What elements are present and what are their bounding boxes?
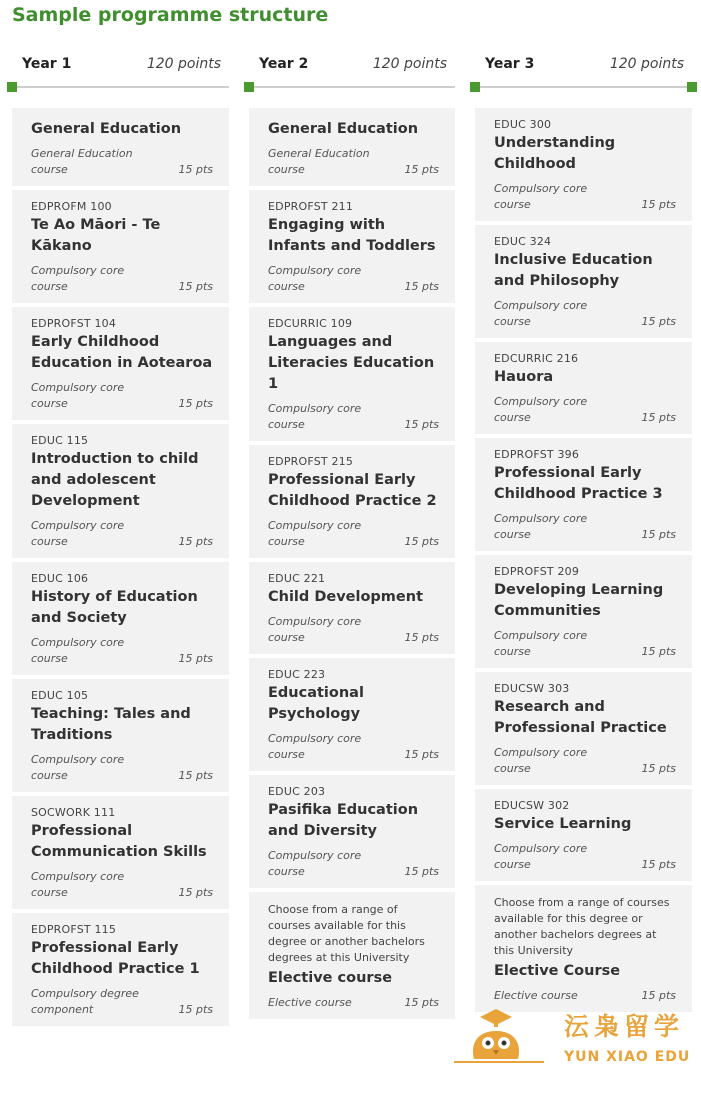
course-points: 15 pts (178, 652, 213, 665)
course-name: Developing Learning Communities (494, 582, 664, 619)
course-card[interactable] (249, 892, 455, 1019)
course-points: 15 pts (178, 769, 213, 782)
course-type: Compulsory core course (268, 402, 362, 431)
course-type: Elective course (494, 989, 578, 1002)
course-card[interactable] (12, 679, 229, 792)
course-code: EDUC 203 (268, 785, 326, 798)
course-card[interactable] (249, 307, 455, 441)
course-name: Pasifika Education and Diversity (268, 802, 419, 839)
course-points: 15 pts (641, 411, 676, 424)
course-type: Compulsory core course (494, 746, 588, 775)
course-card[interactable] (12, 424, 229, 558)
course-code: EDPROFST 209 (494, 565, 580, 578)
course-points: 15 pts (178, 280, 213, 293)
course-name: Service Learning (494, 816, 632, 832)
course-card[interactable] (249, 190, 455, 303)
course-points: 15 pts (404, 163, 439, 176)
course-card[interactable] (12, 562, 229, 675)
course-type: Compulsory core course (268, 615, 362, 644)
year-label: Year 2 (259, 56, 309, 72)
course-type: Elective course (268, 996, 352, 1009)
course-points: 15 pts (404, 418, 439, 431)
course-card[interactable] (475, 342, 692, 434)
course-type: Compulsory core course (268, 732, 362, 761)
course-card[interactable] (475, 885, 692, 1012)
course-code: SOCWORK 111 (31, 806, 116, 819)
course-name: Engaging with Infants and Toddlers (268, 217, 436, 254)
course-card[interactable] (249, 658, 455, 771)
course-type: Compulsory core course (268, 849, 362, 878)
course-points: 15 pts (178, 535, 213, 548)
course-card[interactable] (249, 445, 455, 558)
course-points: 15 pts (178, 1003, 213, 1016)
course-type: Compulsory core course (31, 381, 125, 410)
course-card[interactable] (249, 775, 455, 888)
year-column-2 (249, 48, 455, 1023)
course-points: 15 pts (641, 858, 676, 871)
course-list (12, 108, 229, 1026)
course-name: Introduction to child and adolescent Development (31, 451, 199, 509)
course-code: EDPROFM 100 (31, 200, 112, 213)
course-name: General Education (268, 121, 419, 137)
course-name: Research and Professional Practice (494, 699, 667, 736)
year-timeline (249, 82, 455, 92)
course-type: General Education course (31, 147, 133, 176)
course-card[interactable] (475, 789, 692, 881)
course-points: 15 pts (641, 762, 676, 775)
course-points: 15 pts (641, 645, 676, 658)
watermark-logo (452, 1003, 692, 1067)
course-points: 15 pts (178, 163, 213, 176)
course-name: Teaching: Tales and Traditions (31, 706, 191, 743)
course-points: 15 pts (178, 397, 213, 410)
course-type: Compulsory core course (494, 182, 588, 211)
course-card[interactable] (475, 555, 692, 668)
course-name: Professional Early Childhood Practice 3 (494, 465, 663, 502)
course-card[interactable] (475, 108, 692, 221)
course-type: Compulsory core course (31, 636, 125, 665)
course-card[interactable] (249, 562, 455, 654)
year-header (475, 48, 692, 80)
year-points: 120 points (609, 56, 684, 72)
course-list (249, 108, 455, 1019)
course-code: EDUC 115 (31, 434, 89, 447)
course-card[interactable] (475, 672, 692, 785)
course-name: History of Education and Society (31, 589, 198, 626)
course-name: General Education (31, 121, 182, 137)
course-code: EDUC 300 (494, 118, 552, 131)
year-points: 120 points (146, 56, 221, 72)
course-points: 15 pts (641, 315, 676, 328)
timeline-marker (687, 82, 697, 92)
course-description: Choose from a range of courses available for this degree or another bachelors degrees at this University (268, 903, 425, 964)
course-card[interactable] (475, 438, 692, 551)
course-points: 15 pts (404, 748, 439, 761)
timeline-marker (244, 82, 254, 92)
course-name: Elective Course (494, 963, 621, 979)
course-type: Compulsory core course (494, 395, 588, 424)
course-points: 15 pts (404, 996, 439, 1009)
course-code: EDUC 324 (494, 235, 552, 248)
course-card[interactable] (12, 108, 229, 186)
course-name: Te Ao Māori - Te Kākano (31, 217, 161, 254)
year-timeline (12, 82, 229, 92)
course-name: Elective course (268, 970, 393, 986)
course-code: EDUC 106 (31, 572, 89, 585)
course-card[interactable] (12, 190, 229, 303)
course-code: EDUCSW 303 (494, 682, 570, 695)
course-list (475, 108, 692, 1012)
course-code: EDPROFST 396 (494, 448, 580, 461)
course-name: Hauora (494, 369, 554, 385)
course-code: EDPROFST 215 (268, 455, 354, 468)
course-card[interactable] (12, 307, 229, 420)
course-description: Choose from a range of courses available for this degree or another bachelors degrees at this University (494, 896, 670, 957)
course-points: 15 pts (641, 528, 676, 541)
course-code: EDCURRIC 216 (494, 352, 579, 365)
timeline-marker (7, 82, 17, 92)
course-type: Compulsory core course (268, 519, 362, 548)
watermark-english-text: YUN XIAO EDU (564, 1049, 691, 1065)
course-name: Educational Psychology (268, 685, 364, 722)
course-type: Compulsory core course (31, 870, 125, 899)
course-name: Early Childhood Education in Aotearoa (31, 334, 213, 371)
course-name: Languages and Literacies Education 1 (268, 334, 435, 392)
course-code: EDPROFST 104 (31, 317, 117, 330)
course-card[interactable] (249, 108, 455, 186)
course-points: 15 pts (404, 535, 439, 548)
year-label: Year 3 (485, 56, 535, 72)
course-type: Compulsory core course (31, 264, 125, 293)
course-name: Professional Communication Skills (31, 823, 207, 860)
course-type: Compulsory core course (494, 842, 588, 871)
course-type: Compulsory core course (268, 264, 362, 293)
course-name: Professional Early Childhood Practice 1 (31, 940, 200, 977)
graduation-owl-icon (452, 1003, 562, 1067)
year-timeline (475, 82, 692, 92)
course-name: Child Development (268, 589, 423, 605)
course-code: EDPROFST 115 (31, 923, 117, 936)
year-label: Year 1 (22, 56, 72, 72)
course-card[interactable] (12, 796, 229, 909)
course-card[interactable] (475, 225, 692, 338)
course-name: Inclusive Education and Philosophy (494, 252, 653, 289)
course-points: 15 pts (178, 886, 213, 899)
course-code: EDCURRIC 109 (268, 317, 353, 330)
page-title: Sample programme structure (12, 4, 329, 26)
watermark-chinese-text: 沄枭留学 (564, 1012, 685, 1041)
course-code: EDUC 223 (268, 668, 326, 681)
course-code: EDPROFST 211 (268, 200, 354, 213)
year-header (249, 48, 455, 80)
course-code: EDUCSW 302 (494, 799, 570, 812)
course-type: General Education course (268, 147, 370, 176)
course-type: Compulsory core course (494, 299, 588, 328)
year-header (12, 48, 229, 80)
course-card[interactable] (12, 913, 229, 1026)
timeline-marker (470, 82, 480, 92)
year-column-1 (12, 48, 229, 1030)
course-type: Compulsory core course (31, 753, 125, 782)
course-points: 15 pts (404, 631, 439, 644)
course-type: Compulsory core course (494, 629, 588, 658)
course-points: 15 pts (641, 198, 676, 211)
course-type: Compulsory core course (494, 512, 588, 541)
course-code: EDUC 221 (268, 572, 326, 585)
course-points: 15 pts (404, 280, 439, 293)
course-type: Compulsory degree component (31, 987, 139, 1016)
course-points: 15 pts (404, 865, 439, 878)
course-points: 15 pts (641, 989, 676, 1002)
course-name: Professional Early Childhood Practice 2 (268, 472, 437, 509)
year-column-3 (475, 48, 692, 1016)
course-code: EDUC 105 (31, 689, 89, 702)
year-points: 120 points (372, 56, 447, 72)
course-type: Compulsory core course (31, 519, 125, 548)
course-name: Understanding Childhood (494, 135, 616, 172)
